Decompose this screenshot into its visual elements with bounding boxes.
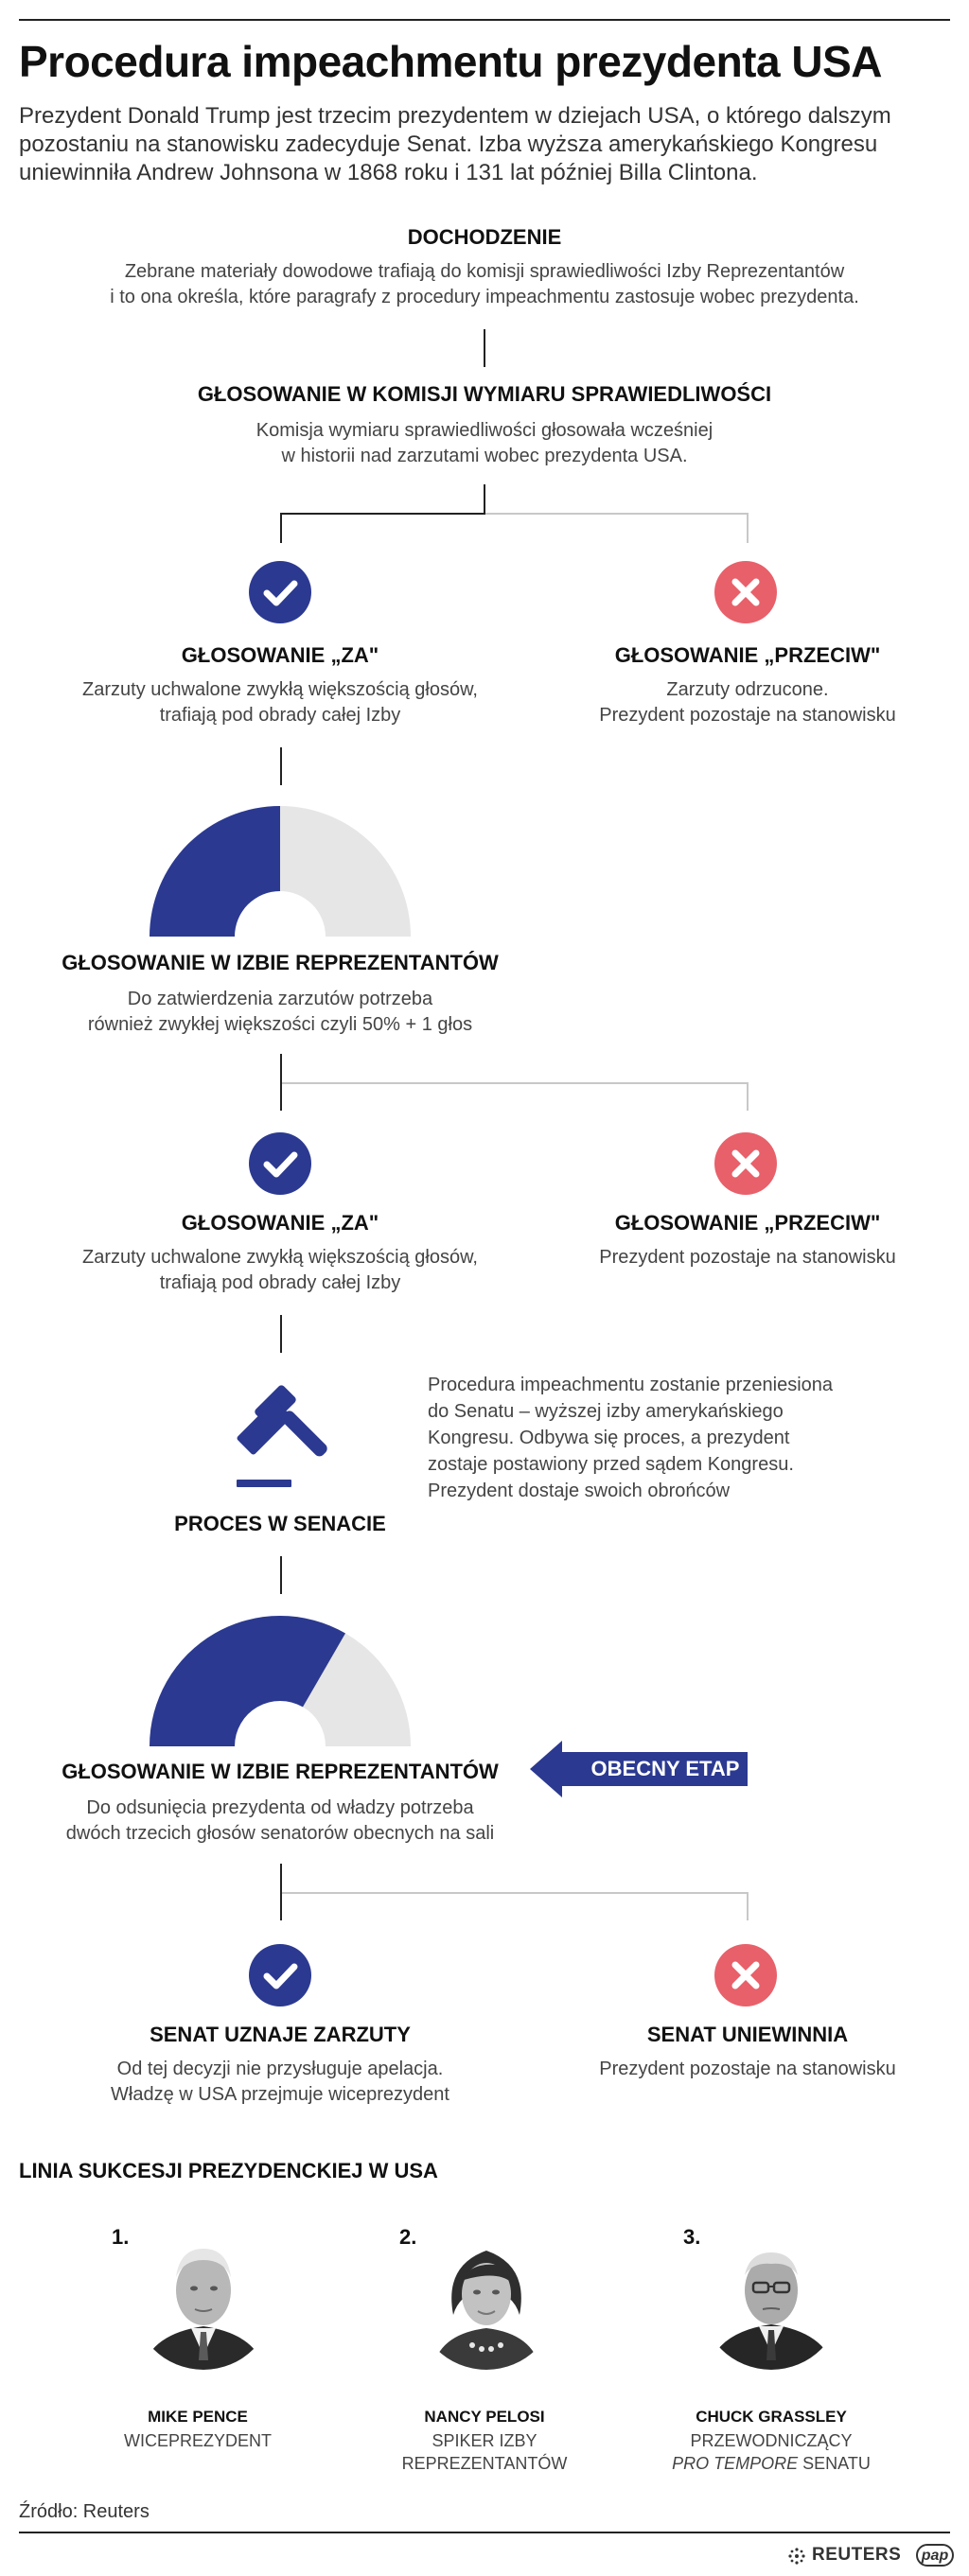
- connector: [280, 1556, 282, 1594]
- branch-yes-line: [280, 513, 485, 515]
- investigation-title: DOCHODZENIE: [407, 225, 562, 249]
- gavel-icon: [223, 1374, 346, 1497]
- branch-no-line: [280, 1082, 749, 1084]
- check-icon: [249, 1132, 311, 1195]
- gauge-remaining: [280, 806, 411, 937]
- page-title: Procedura impeachmentu prezydenta USA: [19, 37, 882, 86]
- connector: [280, 1054, 282, 1082]
- portrait-photo: [132, 2228, 274, 2370]
- committee-yes-desc: Zarzuty uchwalone zwykłą większością głosów, trafiają pod obrady całej Izby: [82, 679, 478, 726]
- branch-yes-line: [280, 1082, 282, 1111]
- portrait-photo: [415, 2228, 557, 2370]
- senate-vote-desc: Do odsunięcia prezydenta od władzy potrzeba dwóch trzecich głosów senatorów obecnych na sali: [65, 1797, 495, 1844]
- portrait-photo: [700, 2228, 842, 2370]
- senate-trial-desc: Procedura impeachmentu zostanie przeniesiona do Senatu – wyższej izby amerykańskiego Kongresu. Odbywa się proces, a prezydent zostaje postawiony przed sądem Kongresu. Prezydent dostaje swoich obrońców: [428, 1375, 834, 1501]
- x-icon: [714, 1132, 777, 1195]
- person-role: PRZEWODNICZĄCY PRO TEMPORE SENATU: [672, 2431, 871, 2473]
- check-icon: [249, 561, 311, 623]
- publisher-logos: [785, 2541, 956, 2569]
- house-vote-gauge: [148, 804, 413, 938]
- senate-trial-title: PROCES W SENACIE: [174, 1512, 386, 1535]
- gauge-required-share: [150, 806, 280, 937]
- connector: [484, 484, 485, 515]
- house-vote-title: GŁOSOWANIE W IZBIE REPREZENTANTÓW: [62, 951, 499, 974]
- connector: [280, 747, 282, 785]
- senate-vote-gauge: [148, 1614, 413, 1748]
- house-vote-desc: Do zatwierdzenia zarzutów potrzeba również zwykłej większości czyli 50% + 1 głos: [87, 989, 473, 1035]
- succession-rank: 2.: [399, 2225, 417, 2249]
- reuters-logo-text: REUTERS: [812, 2545, 902, 2565]
- house-yes-title: GŁOSOWANIE „ZA": [181, 1211, 379, 1235]
- branch-no-line: [747, 1082, 749, 1111]
- branch-no-line: [485, 513, 749, 515]
- committee-no-title: GŁOSOWANIE „PRZECIW": [614, 643, 881, 667]
- committee-title: GŁOSOWANIE W KOMISJI WYMIARU SPRAWIEDLIWOŚCI: [197, 382, 772, 406]
- branch-no-line: [747, 1892, 749, 1920]
- committee-no-desc: Zarzuty odrzucone. Prezydent pozostaje na stanowisku: [599, 679, 896, 726]
- senate-yes-desc: Od tej decyzji nie przysługuje apelacja. Władzę w USA przejmuje wiceprezydent: [111, 2059, 449, 2105]
- person-name: NANCY PELOSI: [424, 2408, 545, 2426]
- pap-logo: pap: [916, 2544, 954, 2567]
- branch-no-line: [747, 513, 749, 543]
- bottom-rule: [19, 2532, 950, 2533]
- gauge-required-share: [150, 1616, 345, 1746]
- top-rule: [19, 19, 950, 21]
- current-stage-badge: [530, 1741, 748, 1797]
- branch-yes-line: [280, 1892, 282, 1920]
- senate-vote-title: GŁOSOWANIE W IZBIE REPREZENTANTÓW: [62, 1760, 499, 1783]
- senate-yes-title: SENAT UZNAJE ZARZUTY: [150, 2023, 411, 2046]
- branch-yes-line: [280, 513, 282, 543]
- committee-desc: Komisja wymiaru sprawiedliwości głosowała wcześniej w historii nad zarzutami wobec prezydenta USA.: [255, 420, 714, 466]
- reuters-logo-icon: [785, 2545, 808, 2567]
- branch-no-line: [280, 1892, 749, 1894]
- committee-yes-title: GŁOSOWANIE „ZA": [181, 643, 379, 667]
- succession-title: LINIA SUKCESJI PREZYDENCKIEJ W USA: [19, 2159, 438, 2182]
- person-name: CHUCK GRASSLEY: [696, 2408, 847, 2426]
- senate-no-title: SENAT UNIEWINNIA: [646, 2023, 849, 2046]
- house-no-title: GŁOSOWANIE „PRZECIW": [614, 1211, 881, 1235]
- intro-text: Prezydent Donald Trump jest trzecim prezydentem w dziejach USA, o którego dalszym pozostaniu na stanowisku zadecyduje Senat. Izba wyższa amerykańskiego Kongresu uniewinniła Andrew Johnsona w 1868 roku i 131 lat później Billa Clintona.: [19, 103, 891, 185]
- succession-rank: 1.: [112, 2225, 130, 2249]
- x-icon: [714, 561, 777, 623]
- connector: [484, 329, 485, 367]
- source-note: Źródło: Reuters: [19, 2501, 150, 2522]
- current-stage-label: OBECNY ETAP: [590, 1757, 740, 1780]
- x-icon: [714, 1944, 777, 2006]
- person-name: MIKE PENCE: [148, 2408, 248, 2426]
- investigation-desc: Zebrane materiały dowodowe trafiają do komisji sprawiedliwości Izby Reprezentantów i to ona określa, które paragrafy z procedury impeachmentu zastosuje wobec prezydenta.: [110, 261, 859, 307]
- check-icon: [249, 1944, 311, 2006]
- connector: [280, 1315, 282, 1353]
- person-role: SPIKER IZBY REPREZENTANTÓW: [401, 2431, 568, 2473]
- house-no-desc: Prezydent pozostaje na stanowisku: [599, 1247, 896, 1268]
- succession-rank: 3.: [683, 2225, 701, 2249]
- connector: [280, 1864, 282, 1892]
- person-role: WICEPREZYDENT: [123, 2431, 272, 2450]
- senate-no-desc: Prezydent pozostaje na stanowisku: [599, 2059, 896, 2079]
- house-yes-desc: Zarzuty uchwalone zwykłą większością głosów, trafiają pod obrady całej Izby: [82, 1247, 478, 1293]
